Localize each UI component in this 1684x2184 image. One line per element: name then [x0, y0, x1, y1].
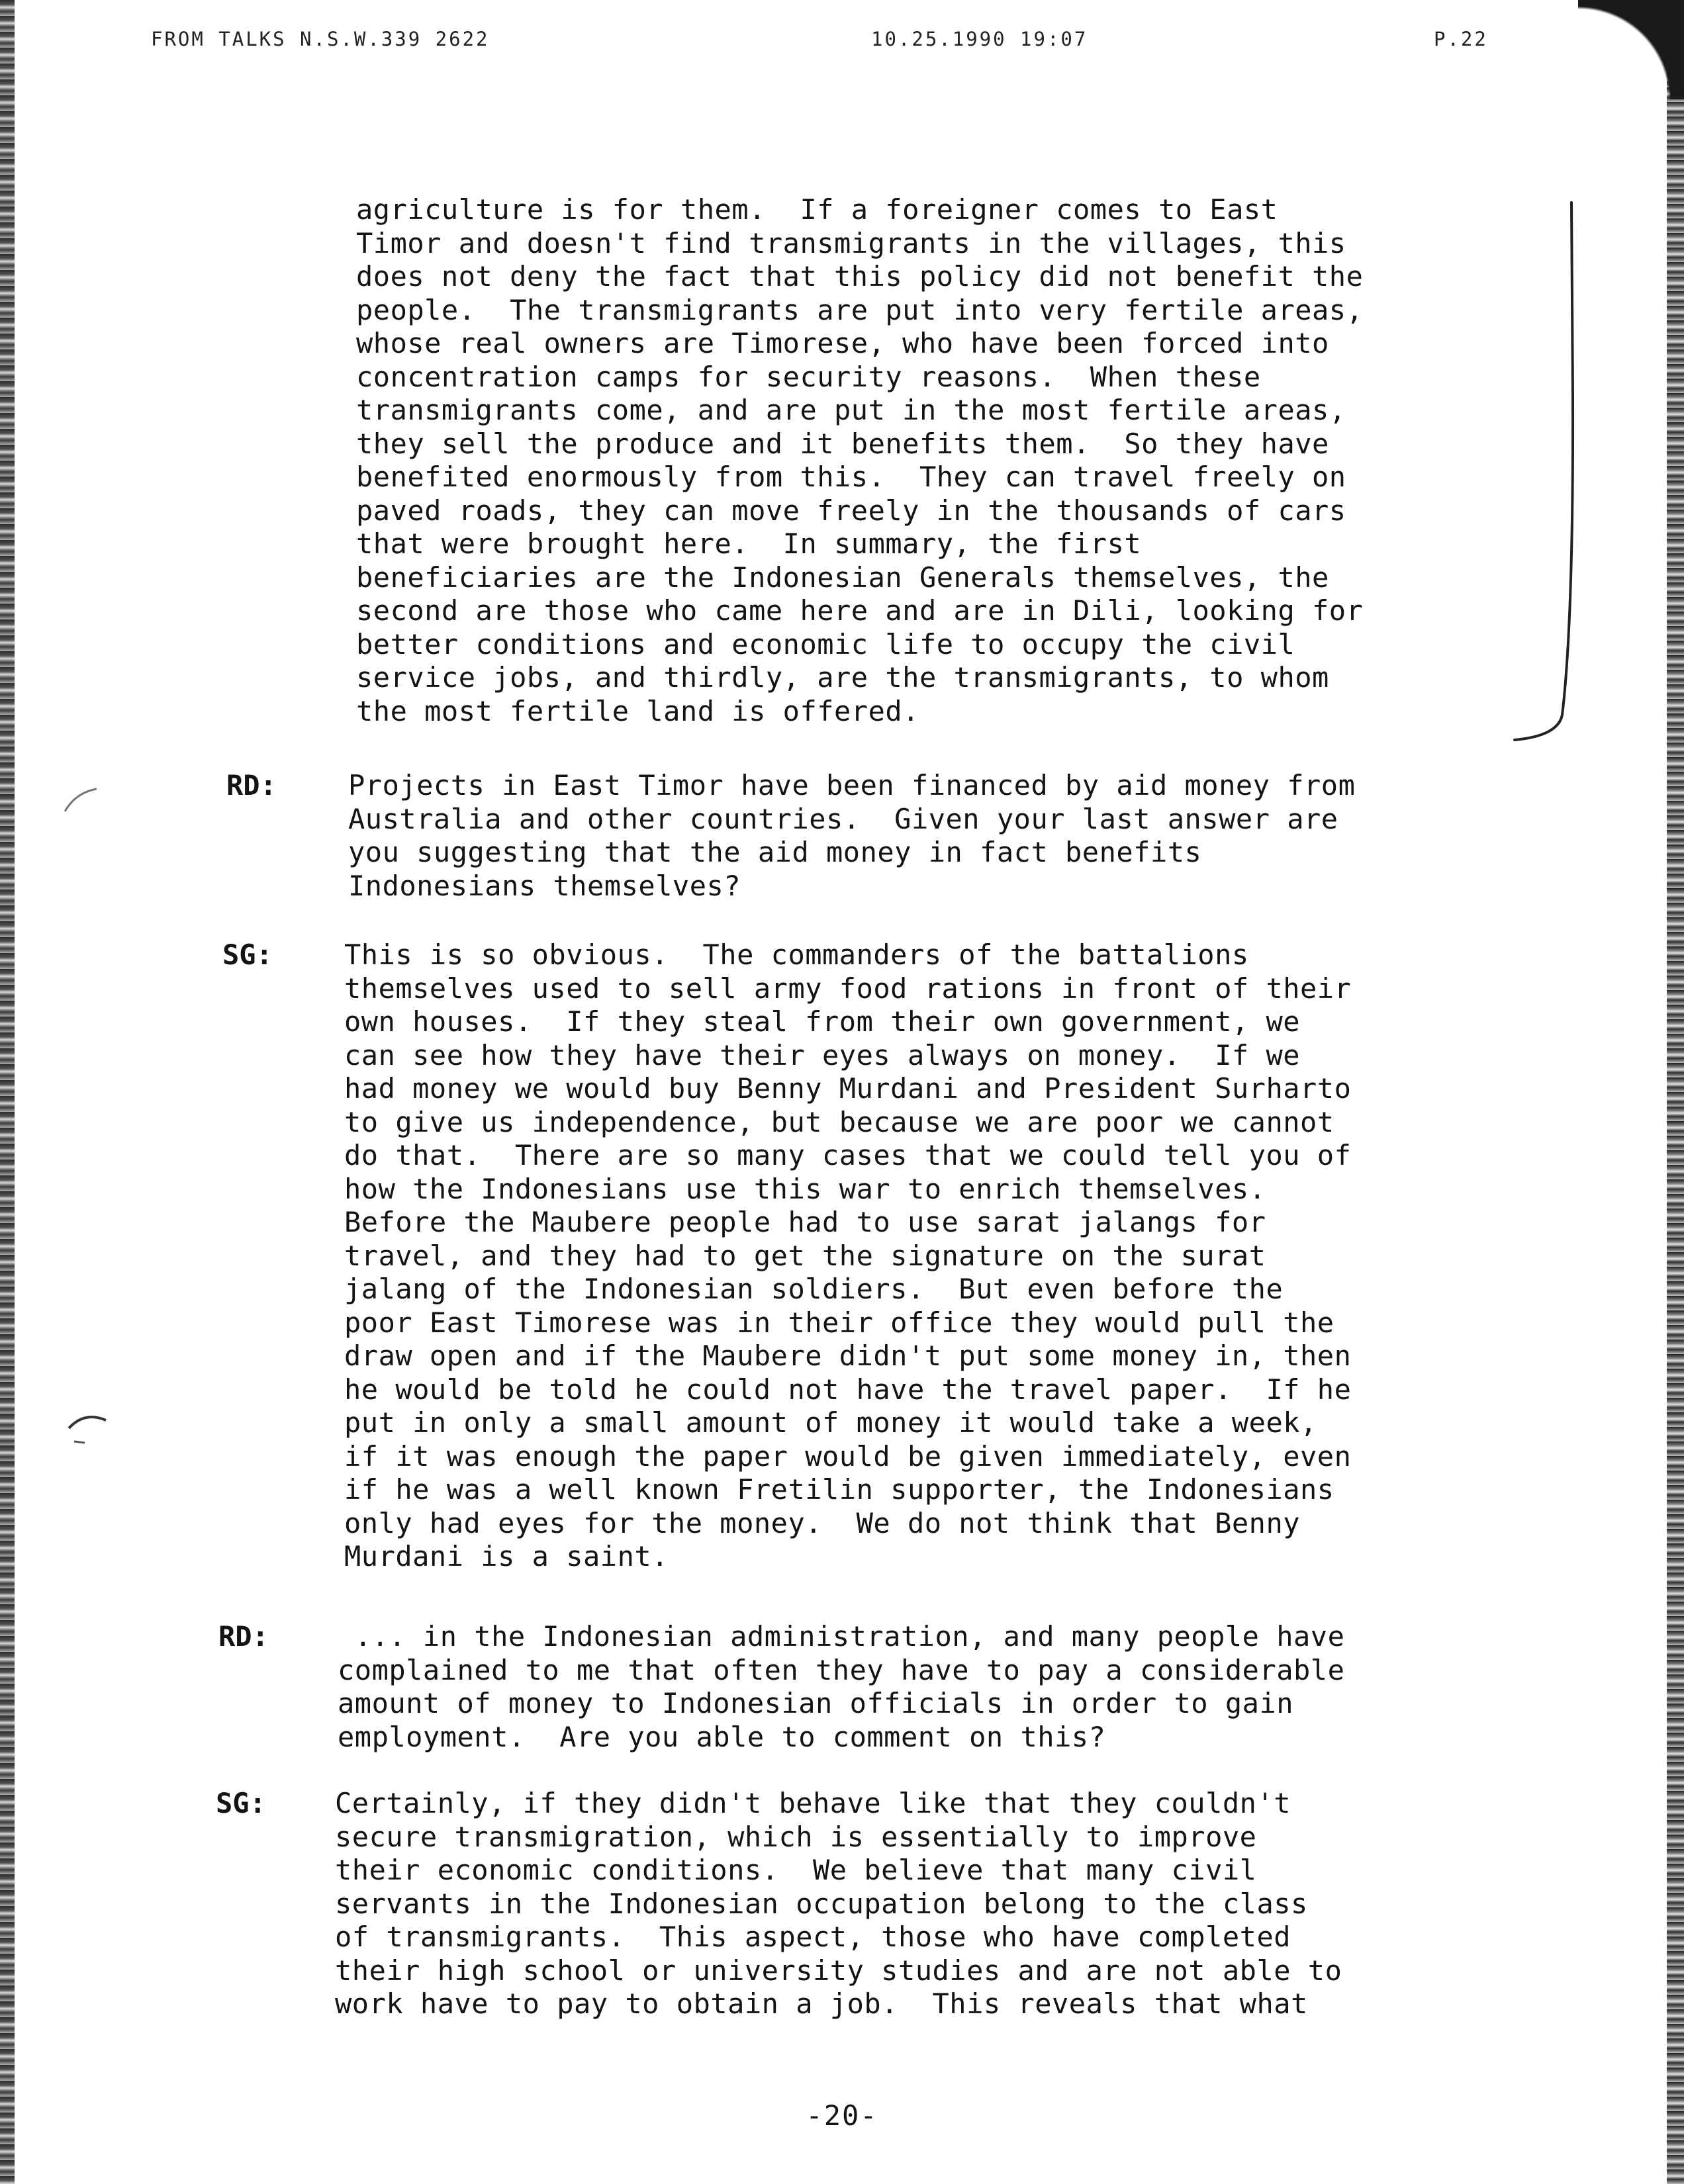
text-line: service jobs, and thirdly, are the transmigrants, to whom: [356, 661, 1329, 694]
text-line: he would be told he could not have the travel paper. If he: [344, 1373, 1352, 1406]
text-line: amount of money to Indonesian officials in order to gain: [338, 1687, 1294, 1719]
text-line: better conditions and economic life to occupy the civil: [356, 627, 1295, 660]
text-line: Australia and other countries. Given your last answer are: [348, 802, 1338, 835]
scan-edge-left: [0, 0, 15, 2184]
text-line: poor East Timorese was in their office they would pull the: [344, 1306, 1334, 1339]
margin-tick-mark: [58, 782, 118, 822]
text-line: if he was a well known Fretilin supporter, the Indonesians: [344, 1473, 1334, 1506]
text-line: travel, and they had to get the signature on the surat: [344, 1239, 1266, 1272]
exchange-paragraph: [338, 1620, 1344, 1754]
text-line: people. The transmigrants are put into very fertile areas,: [356, 293, 1364, 326]
text-line: can see how they have their eyes always on money. If we: [344, 1038, 1301, 1071]
text-line: the most fertile land is offered.: [356, 694, 919, 727]
text-line: Projects in East Timor have been financed by aid money from: [348, 769, 1356, 801]
text-line: of transmigrants. This aspect, those who have completed: [335, 1921, 1291, 1953]
speaker-label: RD:: [218, 1620, 269, 1653]
exchange-paragraph: [348, 769, 1355, 903]
text-line: employment. Are you able to comment on this?: [338, 1720, 1106, 1753]
text-line: servants in the Indonesian occupation belong to the class: [335, 1887, 1308, 1920]
text-line: themselves used to sell army food rations in front of their: [344, 972, 1352, 1005]
text-line: beneficiaries are the Indonesian Generals themselves, the: [356, 561, 1329, 594]
text-line: if it was enough the paper would be given immediately, even: [344, 1439, 1352, 1473]
fax-sender: FROM TALKS N.S.W.339 2622: [151, 28, 490, 50]
speaker-label: SG:: [222, 938, 273, 971]
text-line: that were brought here. In summary, the first: [356, 527, 1142, 560]
text-line: jalang of the Indonesian soldiers. But even before the: [344, 1273, 1284, 1305]
text-line: only had eyes for the money. We do not think that Benny: [344, 1506, 1301, 1539]
text-line: transmigrants come, and are put in the most fertile areas,: [356, 394, 1346, 426]
text-line: second are those who came here and are in Dili, looking for: [356, 594, 1364, 627]
text-line: complained to me that often they have to pay a considerable: [338, 1653, 1345, 1686]
text-line: concentration camps for security reasons. When these: [356, 360, 1261, 393]
text-line: benefited enormously from this. They can travel freely on: [356, 461, 1346, 493]
text-line: their economic conditions. We believe that many civil: [335, 1854, 1257, 1886]
fax-datetime: 10.25.1990 19:07: [871, 28, 1088, 50]
text-line: do that. There are so many cases that we could tell you of: [344, 1139, 1352, 1171]
fax-header: [151, 28, 1501, 54]
text-line: how the Indonesians use this war to enrich themselves.: [344, 1172, 1266, 1205]
text-line: their high school or university studies and are not able to: [335, 1954, 1342, 1987]
text-line: to give us independence, but because we are poor we cannot: [344, 1105, 1334, 1138]
intro-paragraph: [356, 193, 1363, 728]
text-line: put in only a small amount of money it would take a week,: [344, 1406, 1317, 1439]
margin-bracket-mark: [1508, 199, 1587, 748]
text-line: work have to pay to obtain a job. This reveals that what: [335, 1987, 1308, 2020]
margin-arc-mark: [65, 1408, 124, 1448]
text-line: does not deny the fact that this policy did not benefit the: [356, 260, 1364, 293]
text-line: Murdani is a saint.: [344, 1540, 669, 1572]
text-line: agriculture is for them. If a foreigner comes to East: [356, 193, 1278, 226]
text-line: Before the Maubere people had to use sarat jalangs for: [344, 1206, 1266, 1238]
text-line: had money we would buy Benny Murdani and President Surharto: [344, 1072, 1352, 1105]
text-line: you suggesting that the aid money in fact benefits: [348, 836, 1202, 868]
fax-page-number: P.22: [1434, 28, 1488, 50]
text-line: Timor and doesn't find transmigrants in the villages, this: [356, 226, 1346, 259]
text-line: draw open and if the Maubere didn't put some money in, then: [344, 1340, 1352, 1372]
scan-corner: [1578, 0, 1684, 99]
text-line: they sell the produce and it benefits them. So they have: [356, 427, 1329, 460]
page-number: -20-: [806, 2099, 878, 2132]
text-line: own houses. If they steal from their own government, we: [344, 1005, 1301, 1038]
scan-edge-right: [1667, 0, 1684, 2184]
text-line: paved roads, they can move freely in the thousands of cars: [356, 494, 1346, 527]
exchange-paragraph: [344, 938, 1351, 1574]
text-line: ... in the Indonesian administration, and many people have: [338, 1620, 1345, 1653]
text-line: Certainly, if they didn't behave like that they couldn't: [335, 1787, 1291, 1819]
text-line: Indonesians themselves?: [348, 869, 741, 902]
exchange-paragraph: [335, 1787, 1342, 2021]
text-line: whose real owners are Timorese, who have been forced into: [356, 327, 1329, 359]
speaker-label: RD:: [226, 769, 277, 801]
text-line: This is so obvious. The commanders of the battalions: [344, 938, 1249, 971]
speaker-label: SG:: [216, 1787, 266, 1819]
text-line: secure transmigration, which is essentially to improve: [335, 1820, 1257, 1853]
